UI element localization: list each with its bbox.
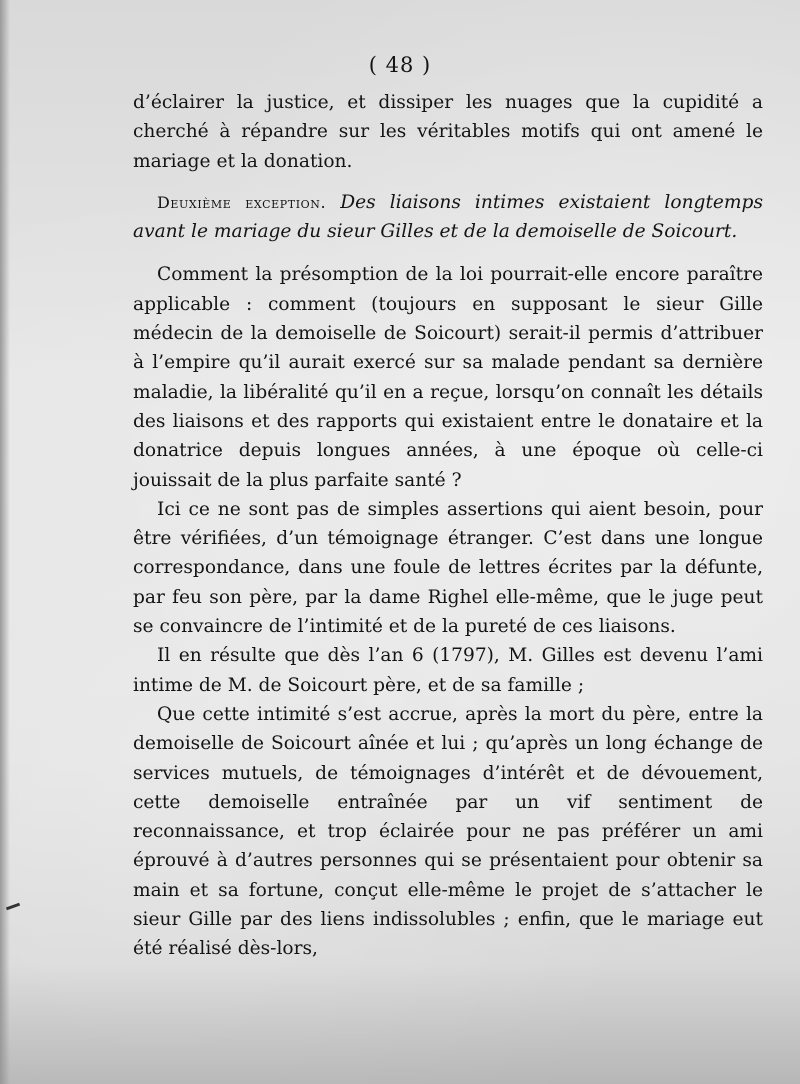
paragraph-4: Il en résulte que dès l’an 6 (1797), M. Gilles est devenu l’ami intime de M. de Soicourt père, et de sa famille ;: [133, 645, 763, 696]
page-bottom-shadow: [0, 964, 800, 1084]
page-left-edge-shadow: [0, 0, 10, 1084]
paragraph-3: Ici ce ne sont pas de simples assertions qui aient besoin, pour être vérifiées, d’un témoignage étranger. C’est dans une longue correspondance, dans une foule de lettres écrites par la défunte, par feu son père, par la dame Righel elle-même, que le juge peut se convaincre de l’intimité et de la pureté de ces liaisons.: [133, 498, 763, 638]
paragraph-1: d’éclairer la justice, et dissiper les nuages que la cupidité a cherché à répandre sur les véritables motifs qui ont amené le mariage et la donation.: [133, 92, 763, 172]
exception-heading-paragraph: [133, 188, 763, 247]
exception-text: Des liaisons intimes existaient longtemps avant le mariage du sieur Gilles et de la demoiselle de Soicourt.: [133, 191, 764, 243]
paragraph-2: Comment la présomption de la loi pourrait-elle encore paraître applicable : comment (toujours en supposant le sieur Gille médecin de la demoiselle de Soicourt) serait-il permis d’attribuer à l’empire qu’il aurait exercé sur sa malade pendant sa dernière maladie, la libéralité qu’il en a reçue, lorsqu’on connaît les détails des liaisons et des rapports qui existaient entre le donataire et la donatrice depuis longues années, à une époque où celle-ci jouissait de la plus parfaite santé ?: [133, 264, 763, 491]
exception-heading: Deuxième exception.: [157, 192, 327, 212]
page-number: ( 48 ): [368, 53, 432, 77]
paragraph-5: Que cette intimité s’est accrue, après la mort du père, entre la demoiselle de Soicourt aînée et lui ; qu’après un long échange de services mutuels, de témoignages d’intérêt et de dévouement, cette demoiselle entraînée par un vif sentiment de reconnaissance, et trop éclairée pour ne pas préférer un ami éprouvé à d’autres personnes qui se présentaient pour obtenir sa main et sa fortune, conçut elle-même le projet de s’attacher le sieur Gille par des liens indissolubles ; enfin, que le mariage eut été réalisé dès-lors,: [133, 703, 763, 960]
body-text: [133, 88, 763, 964]
